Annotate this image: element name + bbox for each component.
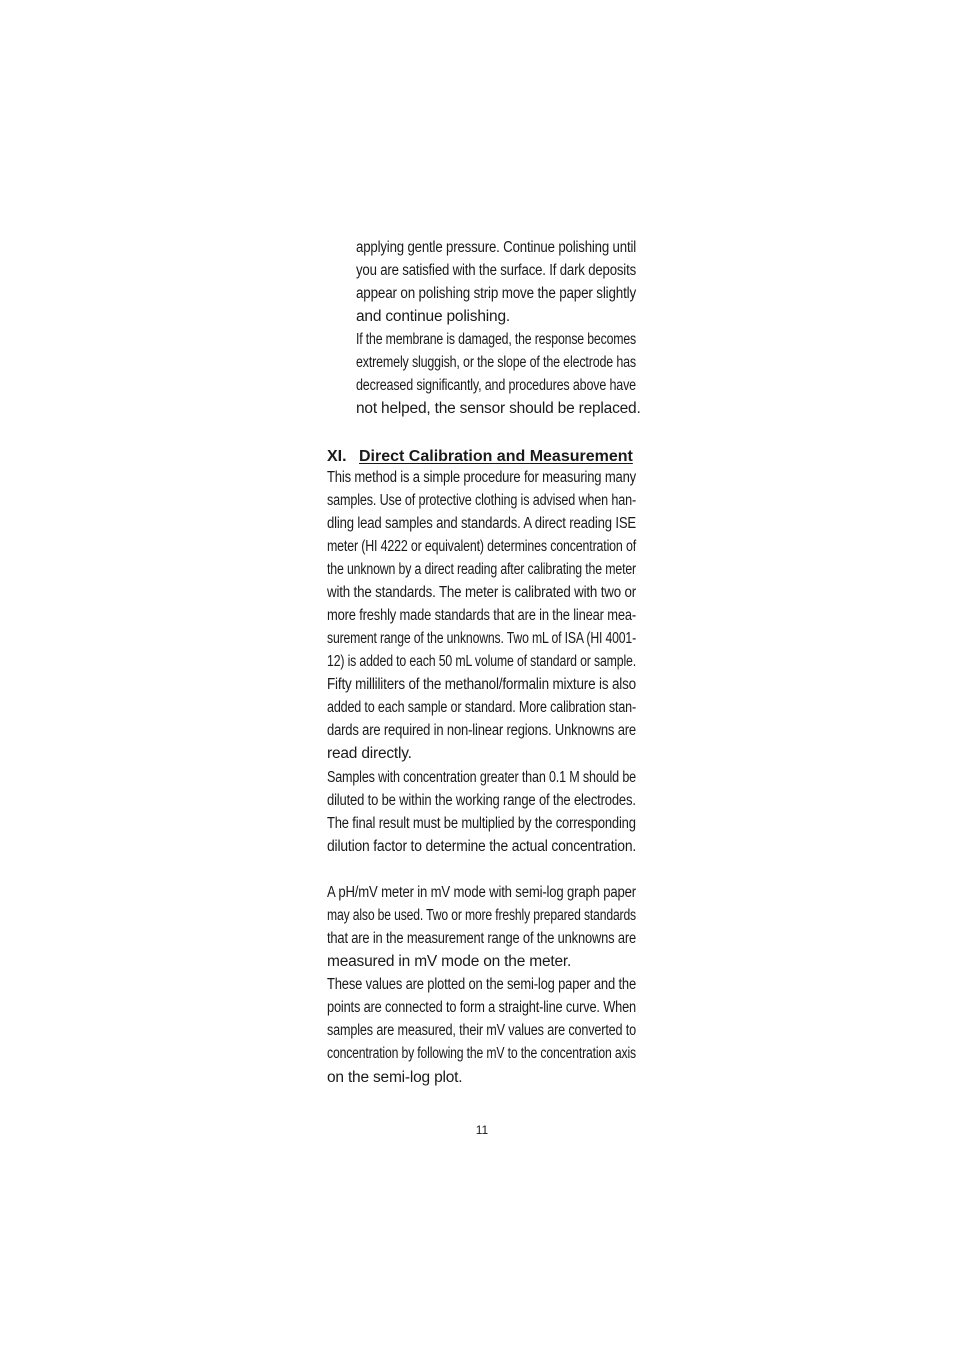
text-line: not helped, the sensor should be replaced. [356, 400, 641, 417]
text-line: points are connected to form a straight-line curve. When [327, 999, 636, 1016]
text-line: dards are required in non-linear regions. Unknowns are [327, 722, 636, 739]
text-line: on the semi-log plot. [327, 1069, 463, 1086]
text-line: added to each sample or standard. More calibration stan- [327, 699, 636, 716]
text-line: and continue polishing. [356, 308, 510, 325]
text-line: measured in mV mode on the meter. [327, 953, 572, 970]
page-number: 11 [475, 1123, 489, 1137]
section-number: XI. [327, 448, 347, 465]
text-line: may also be used. Two or more freshly prepared standards [327, 907, 636, 924]
text-line: samples. Use of protective clothing is advised when han- [327, 492, 636, 509]
text-line: appear on polishing strip move the paper slightly [356, 285, 636, 302]
text-line: dling lead samples and standards. A direct reading ISE [327, 515, 636, 532]
text-line: with the standards. The meter is calibrated with two or [327, 584, 636, 601]
text-line: samples are measured, their mV values are converted to [327, 1022, 636, 1039]
text-line: you are satisfied with the surface. If dark deposits [356, 262, 636, 279]
text-line: meter (HI 4222 or equivalent) determines concentration of [327, 538, 636, 555]
text-line: The final result must be multiplied by the corresponding [327, 815, 636, 832]
text-line: concentration by following the mV to the concentration axis [327, 1045, 636, 1062]
text-line: surement range of the unknowns. Two mL of ISA (HI 4001- [327, 630, 636, 647]
text-line: more freshly made standards that are in the linear mea- [327, 607, 636, 624]
text-line: diluted to be within the working range of the electrodes. [327, 792, 636, 809]
text-line: that are in the measurement range of the unknowns are [327, 930, 636, 947]
text-line: extremely sluggish, or the slope of the electrode has [356, 354, 636, 371]
text-line: dilution factor to determine the actual concentration. [327, 838, 637, 855]
text-line: If the membrane is damaged, the response becomes [356, 331, 636, 348]
text-line: These values are plotted on the semi-log paper and the [327, 976, 636, 993]
text-line: decreased significantly, and procedures above have [356, 377, 636, 394]
text-line: 12) is added to each 50 mL volume of standard or sample. [327, 653, 636, 670]
section-heading [327, 445, 633, 468]
text-line: applying gentle pressure. Continue polishing until [356, 239, 636, 256]
text-line: Samples with concentration greater than 0.1 M should be [327, 769, 636, 786]
text-line: the unknown by a direct reading after calibrating the meter [327, 561, 636, 578]
text-line: read directly. [327, 745, 412, 762]
text-line: This method is a simple procedure for measuring many [327, 469, 636, 486]
text-line: Fifty milliliters of the methanol/formalin mixture is also [327, 676, 636, 693]
text-line: A pH/mV meter in mV mode with semi-log graph paper [327, 884, 636, 901]
section-title: Direct Calibration and Measurement [359, 448, 633, 465]
